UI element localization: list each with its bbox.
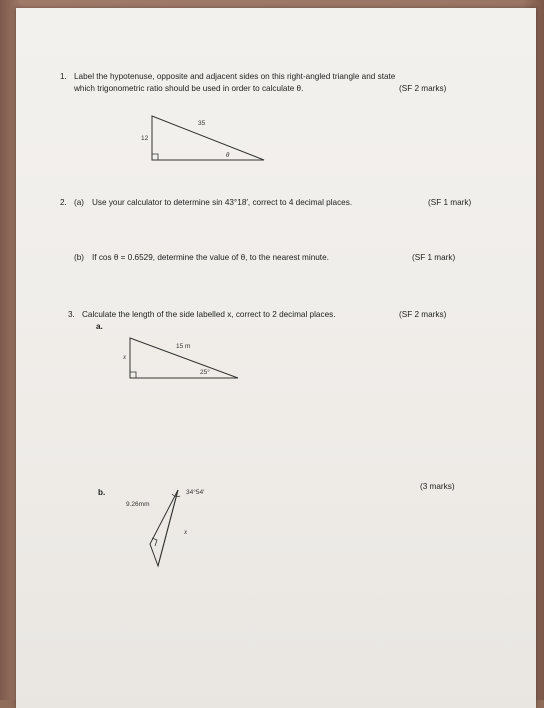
worksheet-page — [16, 8, 536, 708]
q1-triangle — [152, 116, 264, 160]
q3b-label-x: x — [184, 528, 188, 536]
q3b-label-angle: 34°54′ — [186, 489, 205, 496]
q2-part-a-label: (a) — [74, 198, 85, 207]
q1-number: 1. — [60, 72, 67, 81]
q3b-triangle-figure — [126, 478, 246, 578]
q3-part-b-marks: (3 marks) — [420, 482, 455, 491]
q3a-right-angle-mark — [130, 372, 136, 378]
q3b-side-x — [158, 490, 178, 566]
q1-label-opp: 12 — [141, 135, 149, 142]
q1-marks: (SF 2 marks) — [399, 84, 447, 93]
q2-part-b-label: (b) — [74, 253, 85, 262]
q2-part-b-text: If cos θ = 0.6529, determine the value of θ, to the nearest minute. — [92, 253, 329, 262]
q3a-triangle-figure — [118, 334, 248, 384]
q1-label-angle: θ — [226, 151, 230, 159]
q3a-label-x: x — [123, 353, 127, 361]
q3-text: Calculate the length of the side labelled x, correct to 2 decimal places. — [82, 310, 336, 319]
q3-part-a-label: a. — [96, 322, 103, 331]
q2-part-b-marks: (SF 1 mark) — [412, 253, 456, 262]
q3a-label-hyp: 15 m — [176, 343, 191, 350]
q1-text-line2: which trigonometric ratio should be used in order to calculate θ. — [74, 84, 304, 93]
q3a-label-angle: 25° — [200, 369, 210, 376]
q3b-label-a: 9.26mm — [126, 501, 150, 508]
q1-right-angle-mark — [152, 154, 158, 160]
q3b-triangle — [150, 490, 178, 566]
q1-label-hyp: 35 — [198, 120, 206, 127]
q1-text-line1: Label the hypotenuse, opposite and adjacent sides on this right-angled triangle and state — [74, 72, 396, 81]
q2-part-a-text: Use your calculator to determine sin 43°18′, correct to 4 decimal places. — [92, 198, 353, 207]
q3-marks: (SF 2 marks) — [399, 310, 447, 319]
q1-triangle-figure — [140, 112, 280, 167]
q2-number: 2. — [60, 198, 67, 207]
q3-part-b-label: b. — [98, 488, 106, 497]
q2-part-a-marks: (SF 1 mark) — [428, 198, 472, 207]
q3-number: 3. — [68, 310, 75, 319]
